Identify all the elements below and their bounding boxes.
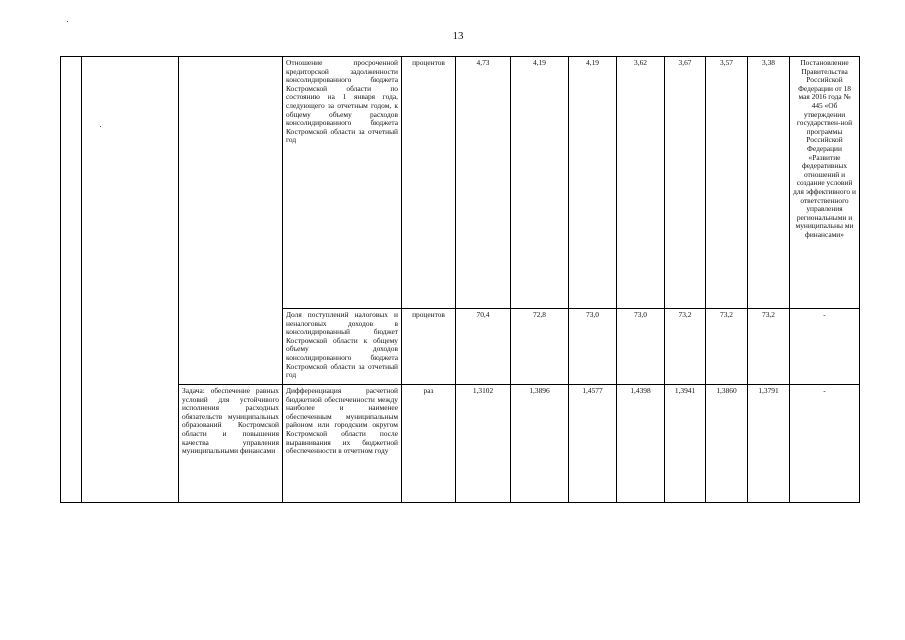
value-cell: 73,2 — [665, 309, 706, 385]
value-cell: 1,3102 — [456, 385, 511, 503]
value-cell: 3,67 — [665, 57, 706, 309]
value-cell: 73,0 — [569, 309, 617, 385]
indicator-cell: Дифференциация расчетной бюджетной обеспеченности между наиболее и наименее обеспеченным муниципальным районом или городским округом Костромской области после выравнивания их бюджетной обеспеченности в отчетном году — [283, 385, 402, 503]
value-cell: 1,4398 — [617, 385, 665, 503]
value-cell: 4,19 — [569, 57, 617, 309]
indicator-cell: Доля поступлений налоговых и неналоговых доходов в консолидированный бюджет Костромской области к общему объему доходов консолидированного бюджета Костромской области за отчетный год — [283, 309, 402, 385]
value-cell: 73,2 — [748, 309, 790, 385]
value-cell: 4,73 — [456, 57, 511, 309]
value-cell: 1,3860 — [706, 385, 748, 503]
scan-speck — [67, 21, 68, 22]
unit-cell: процентов — [402, 57, 456, 309]
value-cell: 3,62 — [617, 57, 665, 309]
value-cell: 1,3941 — [665, 385, 706, 503]
indicator-cell: Отношение просроченной кредиторской задолженности консолидированного бюджета Костромской области по состоянию на 1 января года, следующего за отчетным годом, к общему объему расходов консолидированного бюджета Костромской области за отчетный год — [283, 57, 402, 309]
table-row — [61, 385, 860, 503]
value-cell: 1,3791 — [748, 385, 790, 503]
value-cell: 72,8 — [511, 309, 569, 385]
number-cell — [61, 57, 82, 503]
value-cell: 1,3896 — [511, 385, 569, 503]
value-cell: 73,0 — [617, 309, 665, 385]
source-cell: - — [790, 309, 860, 385]
source-cell: Постановление Правительства Российской Федерации от 18 мая 2016 года № 445 «Об утверждении государствен-ной программы Российской Федерации «Развитие федеративных отношений и создание условий для эффективного и ответственного управления региональными и муниципальны ми финансами» — [790, 57, 860, 309]
task-cell — [179, 57, 283, 385]
unit-cell: раз — [402, 385, 456, 503]
value-cell: 3,57 — [706, 57, 748, 309]
goal-cell — [82, 57, 179, 503]
value-cell: 70,4 — [456, 309, 511, 385]
source-cell: - — [790, 385, 860, 503]
value-cell: 4,19 — [511, 57, 569, 309]
value-cell: 73,2 — [706, 309, 748, 385]
page-number: 13 — [452, 30, 464, 42]
indicators-table — [60, 56, 860, 503]
task-cell: Задача: обеспечение равных условий для устойчивого исполнения расходных обязательств муниципальных образований Костромской области и повышения качества управления муниципальными финансами — [179, 385, 283, 503]
unit-cell: процентов — [402, 309, 456, 385]
value-cell: 1,4577 — [569, 385, 617, 503]
table-row — [61, 57, 860, 309]
value-cell: 3,38 — [748, 57, 790, 309]
